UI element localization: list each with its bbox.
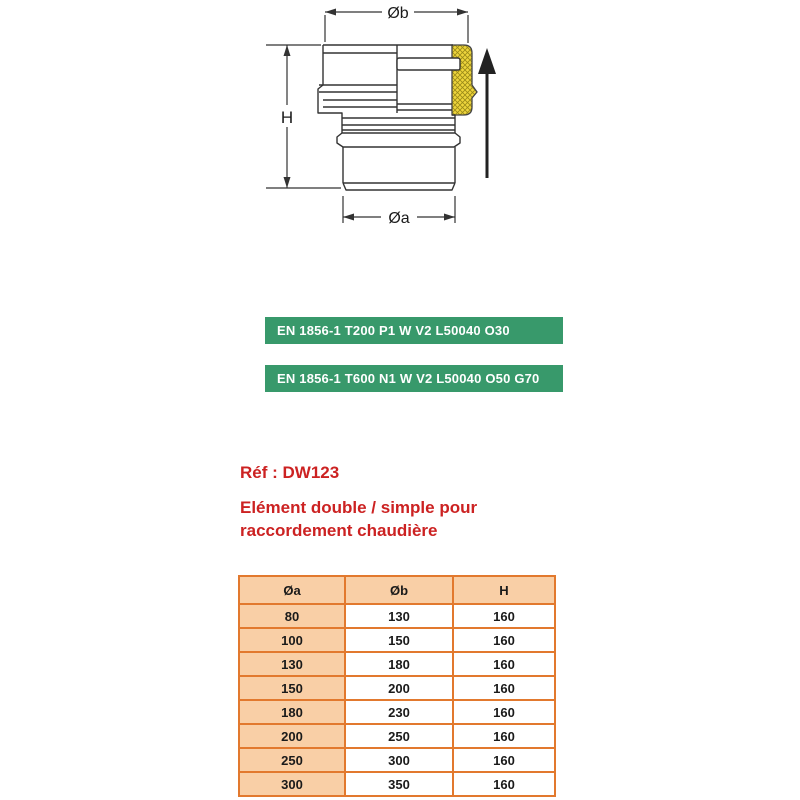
table-cell: 160 [453,748,555,772]
table-cell: 180 [239,700,345,724]
table-cell: 230 [345,700,453,724]
product-reference: Réf : DW123 [240,463,340,482]
dim-label-diameter-a: Øa [388,210,410,227]
table-cell: 150 [239,676,345,700]
insulation-block [452,45,477,115]
spec-table [238,575,556,797]
table-cell: 350 [345,772,453,796]
dim-label-height: H [280,108,294,127]
certification-banner-1 [265,317,563,344]
dimension-diameter-b [325,2,468,43]
table-cell: 250 [345,724,453,748]
spec-table-body [239,604,555,796]
table-cell: 150 [345,628,453,652]
table-row [239,628,555,652]
table-cell: 130 [239,652,345,676]
certification-banner-1-label: EN 1856-1 T200 P1 W V2 L50040 O30 [277,323,510,338]
table-row [239,676,555,700]
table-cell: 160 [453,652,555,676]
table-row [239,700,555,724]
table-cell: 200 [345,676,453,700]
flow-direction-arrow-icon [478,48,496,178]
table-cell: 200 [239,724,345,748]
adapter-body-outline [318,45,460,190]
header-cell-diameter-b: Øb [345,576,453,604]
table-row [239,724,555,748]
header-cell-diameter-a: Øa [239,576,345,604]
certification-banner-2-label: EN 1856-1 T600 N1 W V2 L50040 O50 G70 [277,371,540,386]
table-cell: 160 [453,700,555,724]
table-row [239,604,555,628]
header-cell-height: H [453,576,555,604]
table-cell: 80 [239,604,345,628]
table-row [239,748,555,772]
dimension-diameter-a [343,196,455,227]
spec-table-head [239,576,555,604]
spec-table-header-row [239,576,555,604]
table-cell: 300 [345,748,453,772]
table-cell: 180 [345,652,453,676]
dimension-height [266,45,341,188]
certification-banner-2 [265,365,563,392]
table-cell: 160 [453,724,555,748]
table-cell: 160 [453,676,555,700]
product-description: Elément double / simple pour raccordement chaudière [240,498,478,540]
table-row [239,772,555,796]
table-cell: 160 [453,628,555,652]
technical-diagram [0,0,800,250]
dim-label-diameter-b: Øb [387,5,409,22]
table-cell: 160 [453,772,555,796]
table-cell: 300 [239,772,345,796]
table-row [239,652,555,676]
table-cell: 160 [453,604,555,628]
table-cell: 100 [239,628,345,652]
table-cell: 250 [239,748,345,772]
table-cell: 130 [345,604,453,628]
